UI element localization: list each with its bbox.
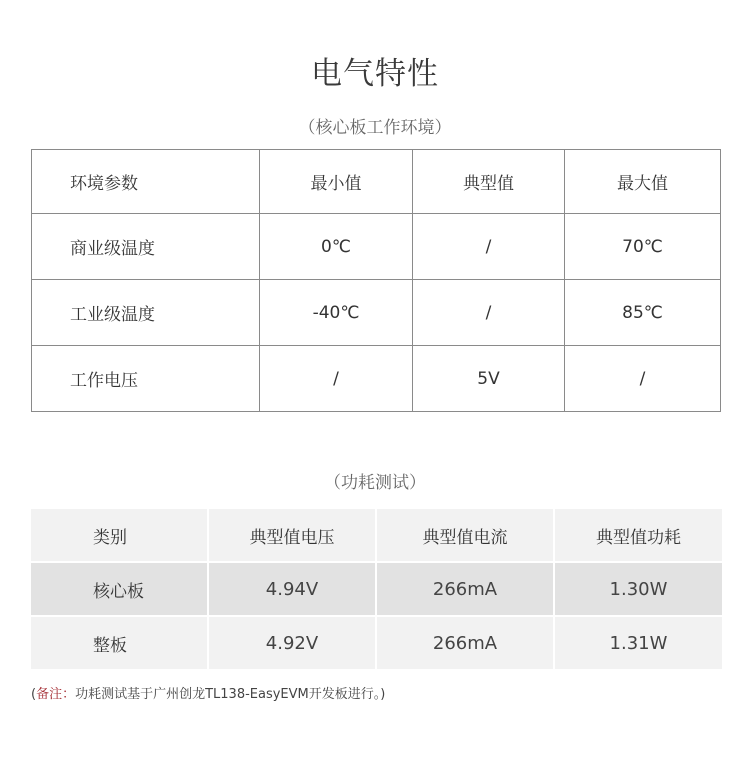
table-row — [32, 214, 721, 280]
table-cell: 4.94V — [209, 563, 375, 615]
table-cell: 工作电压 — [32, 346, 260, 412]
table-row — [32, 346, 721, 412]
table-cell: 工业级温度 — [32, 280, 260, 346]
header-cell: 典型值电流 — [377, 509, 553, 561]
table-cell: 85℃ — [565, 280, 721, 346]
table-cell: 4.92V — [209, 617, 375, 669]
table-cell: 1.31W — [555, 617, 722, 669]
power-table — [29, 507, 724, 671]
header-cell: 环境参数 — [32, 150, 260, 214]
page-title: 电气特性 — [311, 56, 439, 92]
table-cell: / — [260, 346, 413, 412]
table-cell: 核心板 — [31, 563, 207, 615]
environment-table — [31, 149, 721, 412]
footnote-open-paren: ( — [31, 687, 37, 702]
power-subtitle: （功耗测试） — [324, 473, 426, 493]
header-cell: 类别 — [31, 509, 207, 561]
table-header-row — [31, 509, 722, 561]
table-cell: 5V — [413, 346, 565, 412]
table-row — [31, 563, 722, 615]
header-cell: 最小值 — [260, 150, 413, 214]
header-cell: 典型值功耗 — [555, 509, 722, 561]
header-cell: 典型值 — [413, 150, 565, 214]
table-cell: 整板 — [31, 617, 207, 669]
header-cell: 典型值电压 — [209, 509, 375, 561]
table-row — [31, 617, 722, 669]
table-cell: 266mA — [377, 617, 553, 669]
table-cell: 1.30W — [555, 563, 722, 615]
table-cell: 70℃ — [565, 214, 721, 280]
footnote-text: 功耗测试基于广州创龙TL138-EasyEVM开发板进行。) — [75, 687, 386, 702]
table-cell: -40℃ — [260, 280, 413, 346]
table-row — [32, 280, 721, 346]
table-header-row — [32, 150, 721, 214]
env-subtitle: （核心板工作环境） — [298, 118, 452, 138]
table-cell: 266mA — [377, 563, 553, 615]
table-cell: / — [413, 214, 565, 280]
header-cell: 最大值 — [565, 150, 721, 214]
table-cell: / — [565, 346, 721, 412]
footnote-label: 备注： — [36, 687, 76, 702]
table-cell: / — [413, 280, 565, 346]
table-cell: 商业级温度 — [32, 214, 260, 280]
table-cell: 0℃ — [260, 214, 413, 280]
footnote — [31, 683, 385, 702]
